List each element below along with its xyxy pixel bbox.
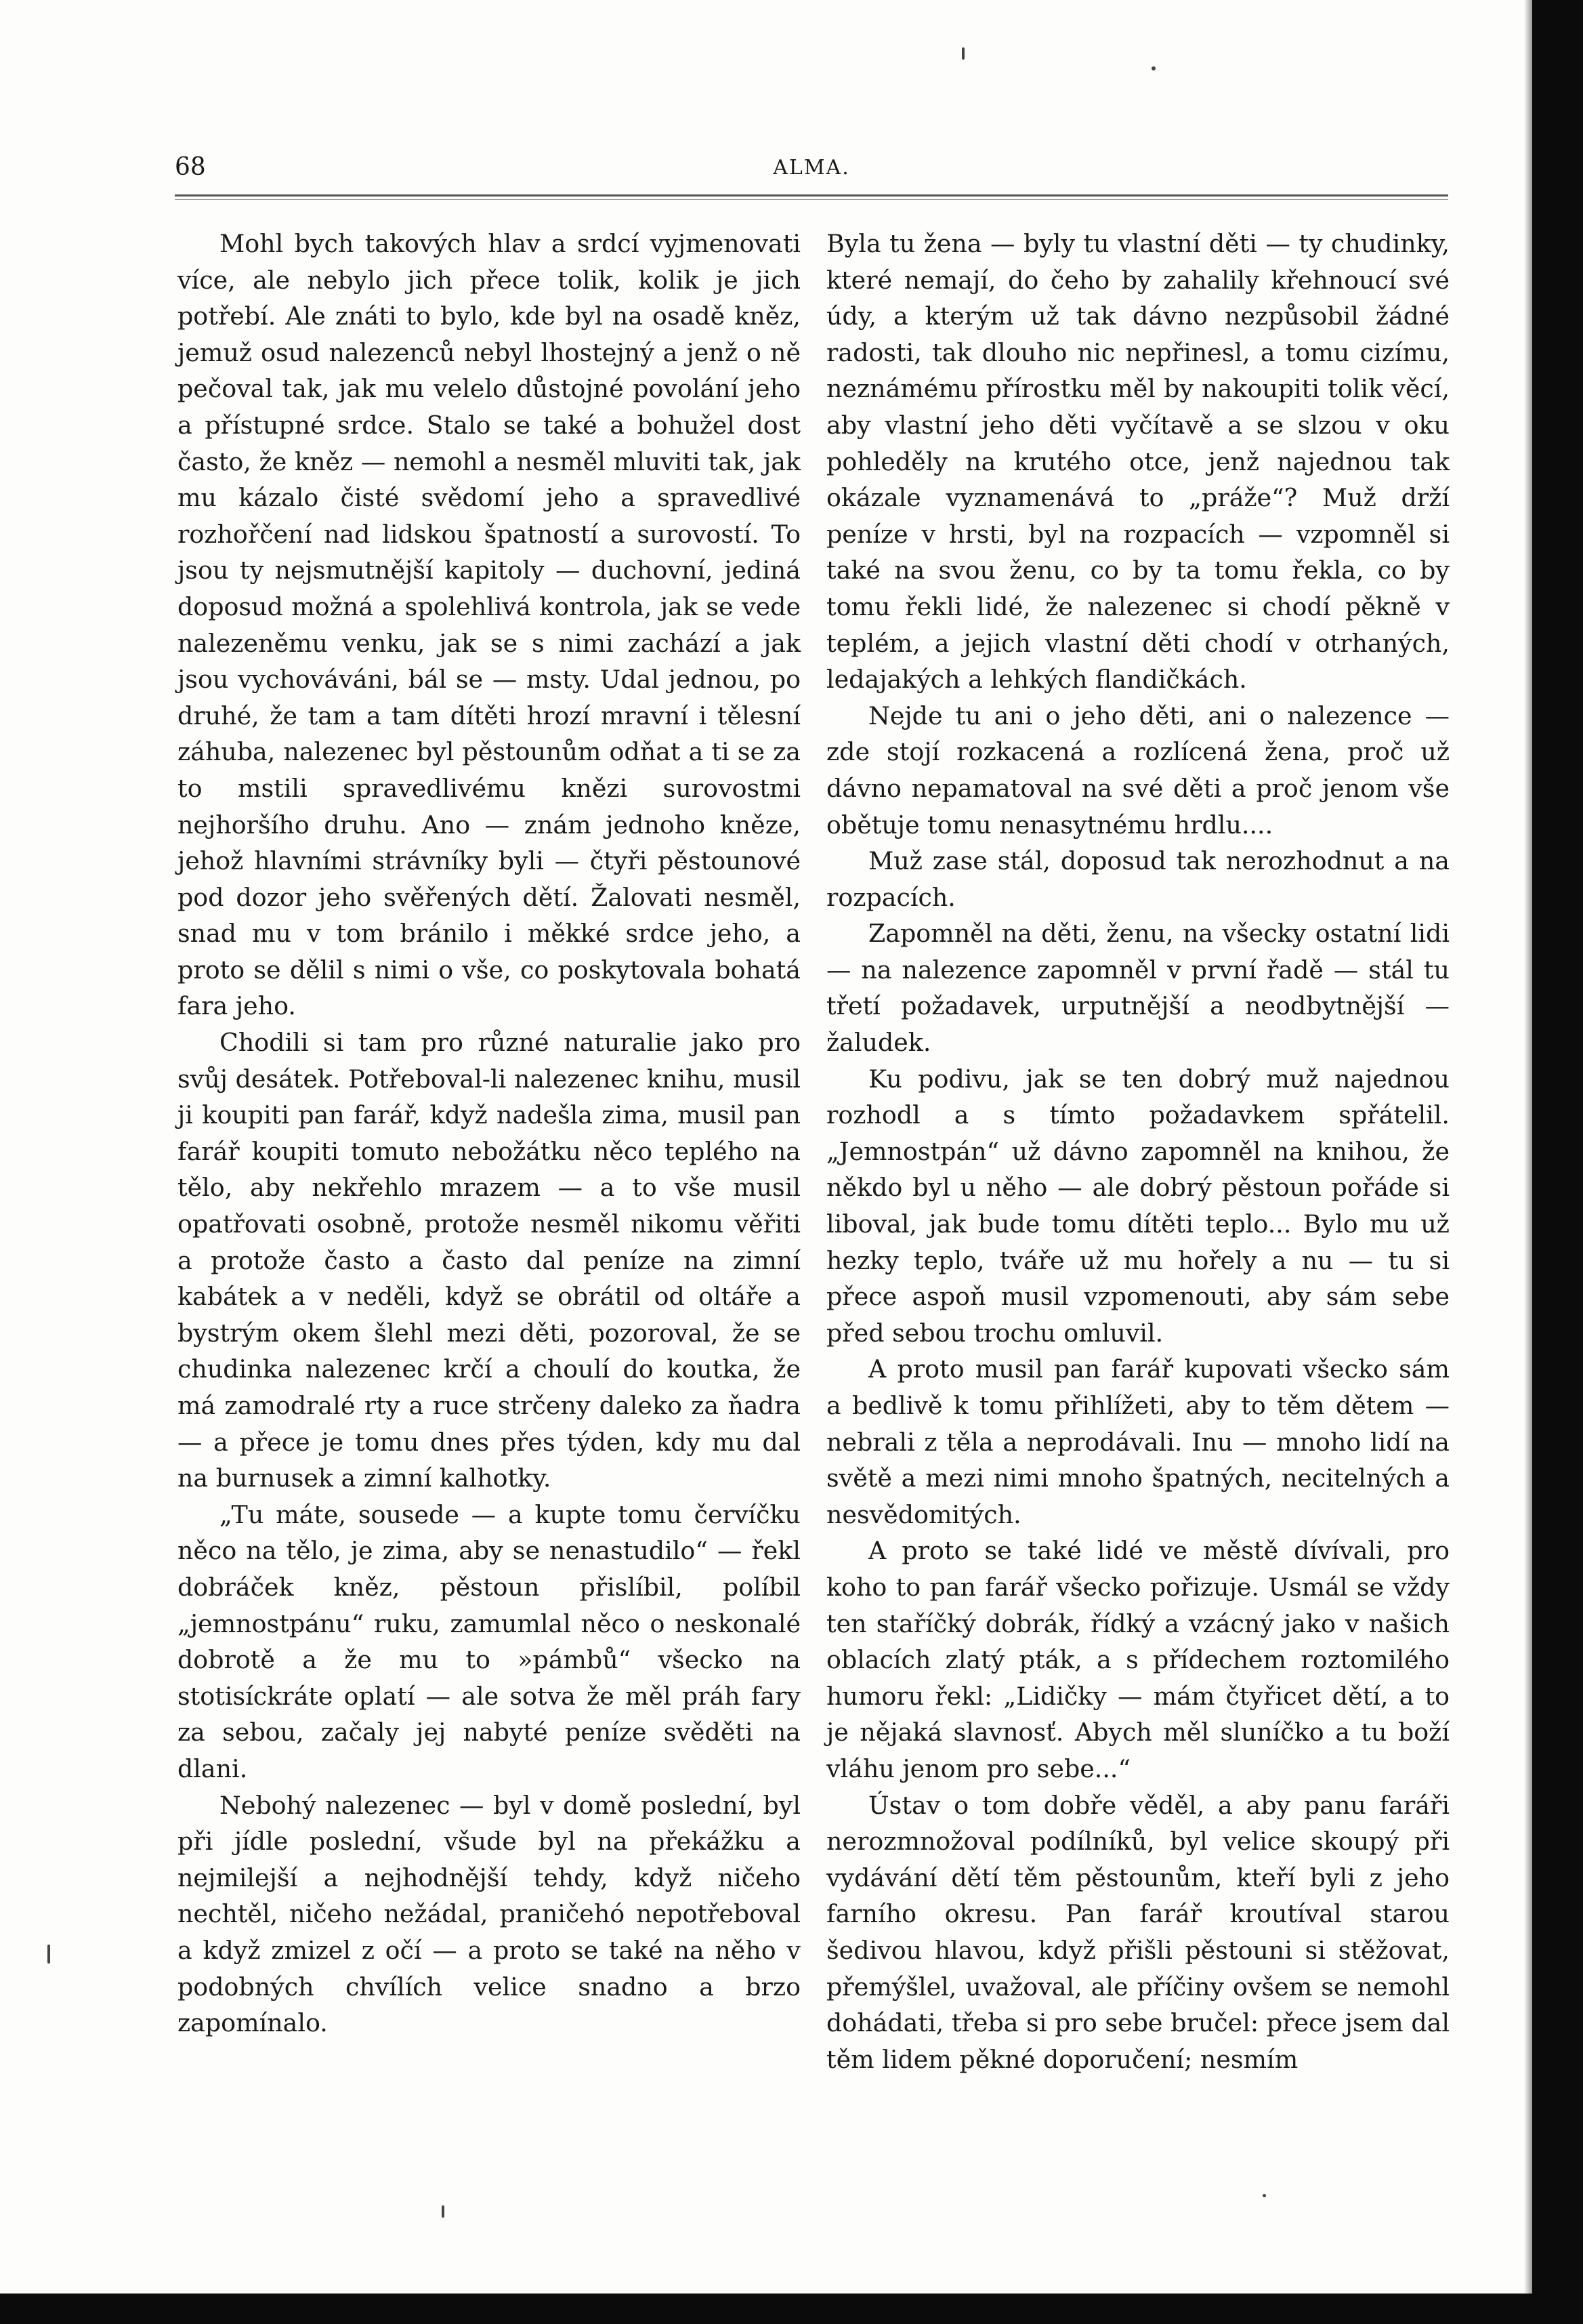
page-number: 68: [175, 153, 206, 181]
paragraph: Muž zase stál, doposud tak nerozhodnut a na rozpacích.: [826, 846, 1450, 912]
scan-speck: [47, 1945, 50, 1964]
scan-speck: [1152, 66, 1156, 70]
paragraph: Ku podivu, jak se ten dobrý muž najednou rozhodl a s tímto požadavkem spřátelil. „Jemnostpán“ už dávno zapomněl na knihou, že někdo byl u něho — ale dobrý pěstoun pořáde si liboval, jak bude tomu dítěti teplo... Bylo mu už hezky teplo, tváře už mu hořely a nu — tu si přece aspoň musil vzpomenouti, aby sám sebe před sebou trochu omluvil.: [826, 1064, 1450, 1348]
paragraph: Ústav o tom dobře věděl, a aby panu faráři nerozmnožoval podílníků, byl velice skoupý při vydávání dětí těm pěstounům, kteří byli z jeho farního okresu. Pan farář kroutíval starou šedivou hlavou, když přišli pěstouni si stěžovat, přemýšlel, uvažoval, ale příčiny ovšem se nemohl dohádati, třeba si pro sebe bručel: přece jsem dal těm lidem pěkné doporučení; nesmím: [826, 1790, 1450, 2074]
right-column: [826, 226, 1450, 2077]
paragraph: „Tu máte, sousede — a kupte tomu červíčku něco na tělo, je zima, aby se nenastudilo“ — řekl dobráček kněz, pěstoun přislíbil, políbil „jemnostpánu“ ruku, zamumlal něco o neskonalé dobrotě a že mu to »pámbů“ všecko na stotisíckráte oplatí — ale sotva že měl práh fary za sebou, začaly jej nabyté peníze svěděti na dlani.: [177, 1499, 801, 1783]
header-rule-thin: [175, 199, 1448, 200]
paragraph: Mohl bych takových hlav a srdcí vyjmenovati více, ale nebylo jich přece tolik, kolik je jich potřebí. Ale znáti to bylo, kde byl na osadě kněz, jemuž osud nalezenců nebyl lhostejný a jenž o ně pečoval tak, jak mu velelo důstojné povolání jeho a přístupné srdce. Stalo se také a bohužel dost často, že kněz — nemohl a nesměl mluviti tak, jak mu kázalo čisté svědomí jeho a spravedlivé rozhořčení nad lidskou špatností a surovostí. To jsou ty nejsmutnější kapitoly — duchovní, jediná doposud možná a spolehlivá kontrola, jak se vede nalezeněmu venku, jak se s nimi zachází a jak jsou vychováváni, bál se — msty. Udal jednou, po druhé, že tam a tam dítěti hrozí mravní i tělesní záhuba, nalezenec byl pěstounům odňat a ti se za to mstili spravedlivému knězi surovostmi nejhoršího druhu. Ano — znám jednoho kněze, jehož hlavními strávníky byli — čtyři pěstounové pod dozor jeho svěřených dětí. Žalovati nesměl, snad mu v tom bránilo i měkké srdce jeho, a proto se dělil s nimi o vše, co poskytovala bohatá fara jeho.: [177, 229, 801, 1021]
paragraph: Zapomněl na děti, ženu, na všecky ostatní lidi — na nalezence zapomněl v první řadě — stál tu třetí požadavek, urputnější a neodbytnější — žaludek.: [826, 919, 1450, 1058]
paragraph: Chodili si tam pro různé naturalie jako pro svůj desátek. Potřeboval-li nalezenec knihu, musil ji koupiti pan farář, když nadešla zima, musil pan farář koupiti tomuto nebožátku něco teplého na tělo, aby nekřehlo mrazem — a to vše musil opatřovati osobně, protože nesměl nikomu věřiti a protože často a často dal peníze na zimní kabátek a v neděli, když se obrátil od oltáře a bystrým okem šlehl mezi děti, pozoroval, že se chudinka nalezenec krčí a choulí do koutka, že má zamodralé rty a ruce strčeny daleko za ňadra — a přece je tomu dnes přes týden, kdy mu dal na burnusek a zimní kalhotky.: [177, 1028, 801, 1493]
paragraph: Byla tu žena — byly tu vlastní děti — ty chudinky, které nemají, do čeho by zahalily křehnoucí své údy, a kterým už tak dávno nezpůsobil žádné radosti, tak dlouho nic nepřinesl, a tomu cizímu, neznámému přírostku měl by nakoupiti tolik věcí, aby vlastní jeho děti vyčítavě a se slzou v oku pohleděly na krutého otce, jenž najednou tak okázale vyznamenává to „práže“? Muž drží peníze v hrsti, byl na rozpacích — vzpomněl si také na svou ženu, co by ta tomu řekla, co by tomu řekli lidé, že nalezenec si chodí pěkně v teplém, a jejich vlastní děti chodí v otrhaných, ledajakých a lehkých flandičkách.: [826, 229, 1450, 694]
paragraph: Nebohý nalezenec — byl v domě poslední, byl při jídle poslední, všude byl na překážku a nejmilejší a nejhodnější tehdy, když ničeho nechtěl, ničeho nežádal, praničehó nepotřeboval a když zmizel z očí — a proto se také na něho v podobných chvílích velice snadno a brzo zapomínalo.: [177, 1790, 801, 2038]
scan-border-right: [1532, 0, 1583, 2324]
paragraph: Nejde tu ani o jeho děti, ani o nalezence — zde stojí rozkacená a rozlícená žena, proč už dávno nepamatoval na své děti a proč jenom vše obětuje tomu nenasytnému hrdlu....: [826, 701, 1450, 839]
left-column: [177, 226, 801, 2041]
scan-speck: [1263, 2194, 1266, 2197]
scan-border-bottom: [0, 2294, 1583, 2324]
header-rule: [175, 194, 1448, 196]
scan-speck: [442, 2205, 444, 2218]
scan-speck: [962, 47, 965, 60]
page-edge-shadow: [1524, 0, 1532, 2324]
paragraph: A proto se také lidé ve městě dívívali, pro koho to pan farář všecko pořizuje. Usmál se vždy ten staříčký dobrák, řídký a vzácný jako v našich oblacích zlatý pták, a s přídechem roztomilého humoru řekl: „Lidičky — mám čtyřicet dětí, a to je nějaká slavnosť. Abych měl sluníčko a tu boží vláhu jenom pro sebe...“: [826, 1536, 1450, 1783]
page-header: [175, 153, 1448, 194]
running-title: ALMA.: [773, 156, 850, 180]
paragraph: A proto musil pan farář kupovati všecko sám a bedlivě k tomu přihlížeti, aby to těm dětem — nebrali z těla a neprodávali. Inu — mnoho lidí na světě a mezi nimi mnoho špatných, necitelných a nesvědomitých.: [826, 1354, 1450, 1529]
